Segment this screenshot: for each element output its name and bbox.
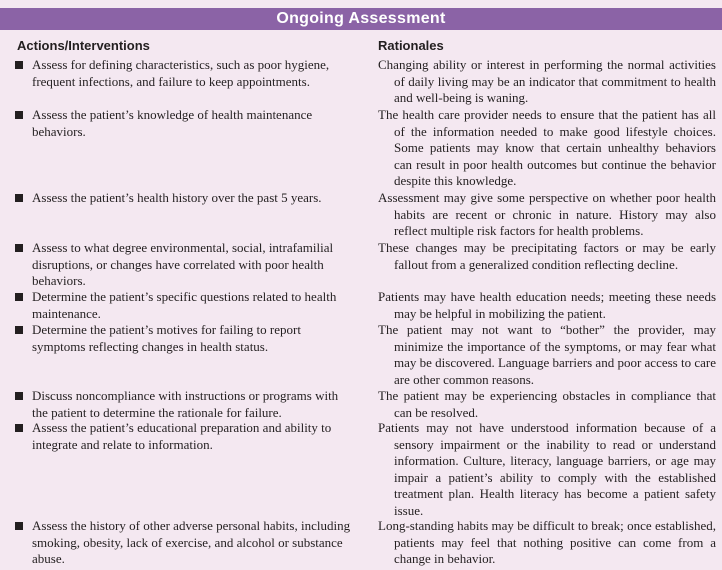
assessment-table [0, 57, 722, 568]
rationales-header: Rationales [378, 38, 444, 53]
action-text: Assess the patient’s health history over the past 5 years. [32, 190, 322, 205]
rationale-text: The patient may not want to “bother” the provider, may minimize the importance of the symptoms, or may fear what may be discovered. Language barriers and poor access to care are other common reasons. [378, 322, 716, 387]
action-text: Assess the patient’s knowledge of health maintenance behaviors. [32, 107, 313, 139]
bullet-icon [15, 61, 23, 69]
action-text: Determine the patient’s motives for failing to report symptoms reflecting changes in health status. [32, 322, 301, 354]
table-row [0, 420, 722, 518]
bullet-icon [15, 244, 23, 252]
bullet-icon [15, 326, 23, 334]
bullet-icon [15, 293, 23, 301]
rationale-text: Assessment may give some perspective on whether poor health habits are recent or chronic in nature. History may also reflect multiple risk factors for health problems. [378, 190, 716, 239]
table-row [0, 190, 722, 240]
rationale-text: Long-standing habits may be difficult to break; once established, patients may feel that nothing positive can come from a change in behavior. [378, 518, 716, 567]
rationale-text: Changing ability or interest in performing the normal activities of daily living may be an indicator that commitment to health and well-being is waning. [378, 57, 716, 106]
table-row [0, 240, 722, 289]
table-row [0, 518, 722, 568]
action-text: Discuss noncompliance with instructions or programs with the patient to determine the rationale for failure. [32, 388, 339, 420]
action-text: Assess for defining characteristics, such as poor hygiene, frequent infections, and failure to keep appointments. [32, 57, 330, 89]
action-text: Assess to what degree environmental, social, intrafamilial disruptions, or changes have correlated with poor health behaviors. [32, 240, 334, 289]
table-row [0, 289, 722, 322]
action-text: Determine the patient’s specific questions related to health maintenance. [32, 289, 337, 321]
table-row [0, 107, 722, 190]
bullet-icon [15, 522, 23, 530]
bullet-icon [15, 194, 23, 202]
action-text: Assess the patient’s educational preparation and ability to integrate and relate to information. [32, 420, 332, 452]
table-row [0, 57, 722, 107]
table-row [0, 388, 722, 420]
rationale-text: The patient may be experiencing obstacles in compliance that can be resolved. [378, 388, 716, 420]
action-text: Assess the history of other adverse personal habits, including smoking, obesity, lack of exercise, and alcohol or substance abuse. [32, 518, 351, 567]
rationale-text: The health care provider needs to ensure that the patient has all of the information needed to make good lifestyle choices. Some patients may know that certain unhealthy behaviors can result in poor health outcomes but continue the behavior despite this knowledge. [378, 107, 716, 189]
section-title: Ongoing Assessment [0, 8, 722, 30]
bullet-icon [15, 424, 23, 432]
table-row [0, 322, 722, 388]
rationale-text: Patients may not have understood information because of a sensory impairment or the inability to read or understand information. Culture, literacy, language barriers, or age may impair a patient’s ability to comply with the established treatment plan. Health literacy has become a patient safety issue. [378, 420, 716, 518]
bullet-icon [15, 111, 23, 119]
rationale-text: These changes may be precipitating factors or may be early fallout from a generalized condition reflecting decline. [378, 240, 716, 272]
actions-header: Actions/Interventions [17, 38, 150, 53]
bullet-icon [15, 392, 23, 400]
rationale-text: Patients may have health education needs; meeting these needs may be helpful in mobilizing the patient. [378, 289, 716, 321]
